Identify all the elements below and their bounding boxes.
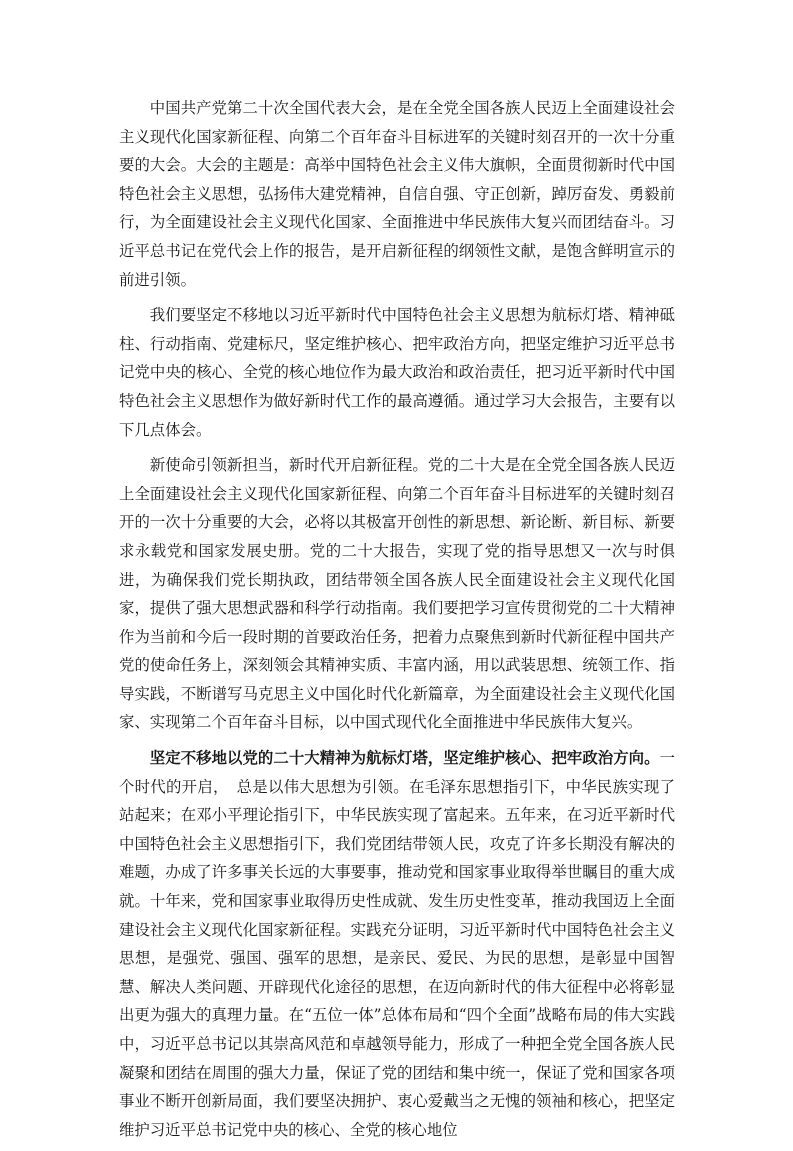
document-page (119, 94, 675, 1151)
paragraph-1 (119, 94, 675, 294)
paragraph-4 (119, 744, 675, 1144)
paragraph-1-text: 中国共产党第二十次全国代表大会，是在全党全国各族人民迈上全面建设社会主义现代化国家新征程、向第二个百年奋斗目标进军的关键时刻召开的一次十分重要的大会。大会的主题是：高举中国特色社会主义伟大旗帜，全面贯彻新时代中国特色社会主义思想，弘扬伟大建党精神，自信自强、守正创新，踔厉奋发、勇毅前行，为全面建设社会主义现代化国家、全面推进中华民族伟大复兴而团结奋斗。习近平总书记在党代会上作的报告，是开启新征程的纲领性文献，是饱含鲜明宣示的前进引领。 (119, 99, 675, 289)
paragraph-4-lead: 坚定不移地以党的二十大精神为航标灯塔，坚定维护核心、把牢政治方向。 (149, 749, 660, 768)
paragraph-2 (119, 301, 675, 444)
paragraph-4-text: 一个时代的开启， 总是以伟大思想为引领。在毛泽东思想指引下，中华民族实现了站起来；在邓小平理论指引下，中华民族实现了富起来。五年来，在习近平新时代中国特色社会主义思想指引下，我们党团结带领人民，攻克了许多长期没有解决的难题，办成了许多事关长远的大事要事，推动党和国家事业取得举世瞩目的重大成就。十年来，党和国家事业取得历史性成就、发生历史性变革，推动我国迈上全面建设社会主义现代化国家新征程。实践充分证明，习近平新时代中国特色社会主义思想，是强党、强国、强军的思想，是亲民、爱民、为民的思想，是彰显中国智慧、解决人类问题、开辟现代化途径的思想，在迈向新时代的伟大征程中必将彰显出更为强大的真理力量。在“五位一体”总体布局和“四个全面”战略布局的伟大实践中，习近平总书记以其崇高风范和卓越领导能力，形成了一种把全党全国各族人民凝聚和团结在周围的强大力量，保证了党的团结和集中统一，保证了党和国家各项事业不断开创新局面，我们要坚决拥护、衷心爱戴当之无愧的领袖和核心，把坚定维护习近平总书记党中央的核心、全党的核心地位 (119, 749, 675, 1139)
paragraph-2-text: 我们要坚定不移地以习近平新时代中国特色社会主义思想为航标灯塔、精神砥柱、行动指南、党建标尺，坚定维护核心、把牢政治方向，把坚定维护习近平总书记党中央的核心、全党的核心地位作为最大政治和政治责任，把习近平新时代中国特色社会主义思想作为做好新时代工作的最高遵循。通过学习大会报告，主要有以下几点体会。 (119, 306, 675, 439)
paragraph-3 (119, 451, 675, 737)
paragraph-3-text: 新使命引领新担当，新时代开启新征程。党的二十大是在全党全国各族人民迈上全面建设社会主义现代化国家新征程、向第二个百年奋斗目标进军的关键时刻召开的一次十分重要的大会，必将以其极富开创性的新思想、新论断、新目标、新要求永载党和国家发展史册。党的二十大报告，实现了党的指导思想又一次与时俱进，为确保我们党长期执政，团结带领全国各族人民全面建设社会主义现代化国家，提供了强大思想武器和科学行动指南。我们要把学习宣传贯彻党的二十大精神作为当前和今后一段时期的首要政治任务，把着力点聚焦到新时代新征程中国共产党的使命任务上，深刻领会其精神实质、丰富内涵，用以武装思想、统领工作、指导实践，不断谱写马克思主义中国化时代化新篇章，为全面建设社会主义现代化国家、实现第二个百年奋斗目标，以中国式现代化全面推进中华民族伟大复兴。 (119, 456, 675, 732)
